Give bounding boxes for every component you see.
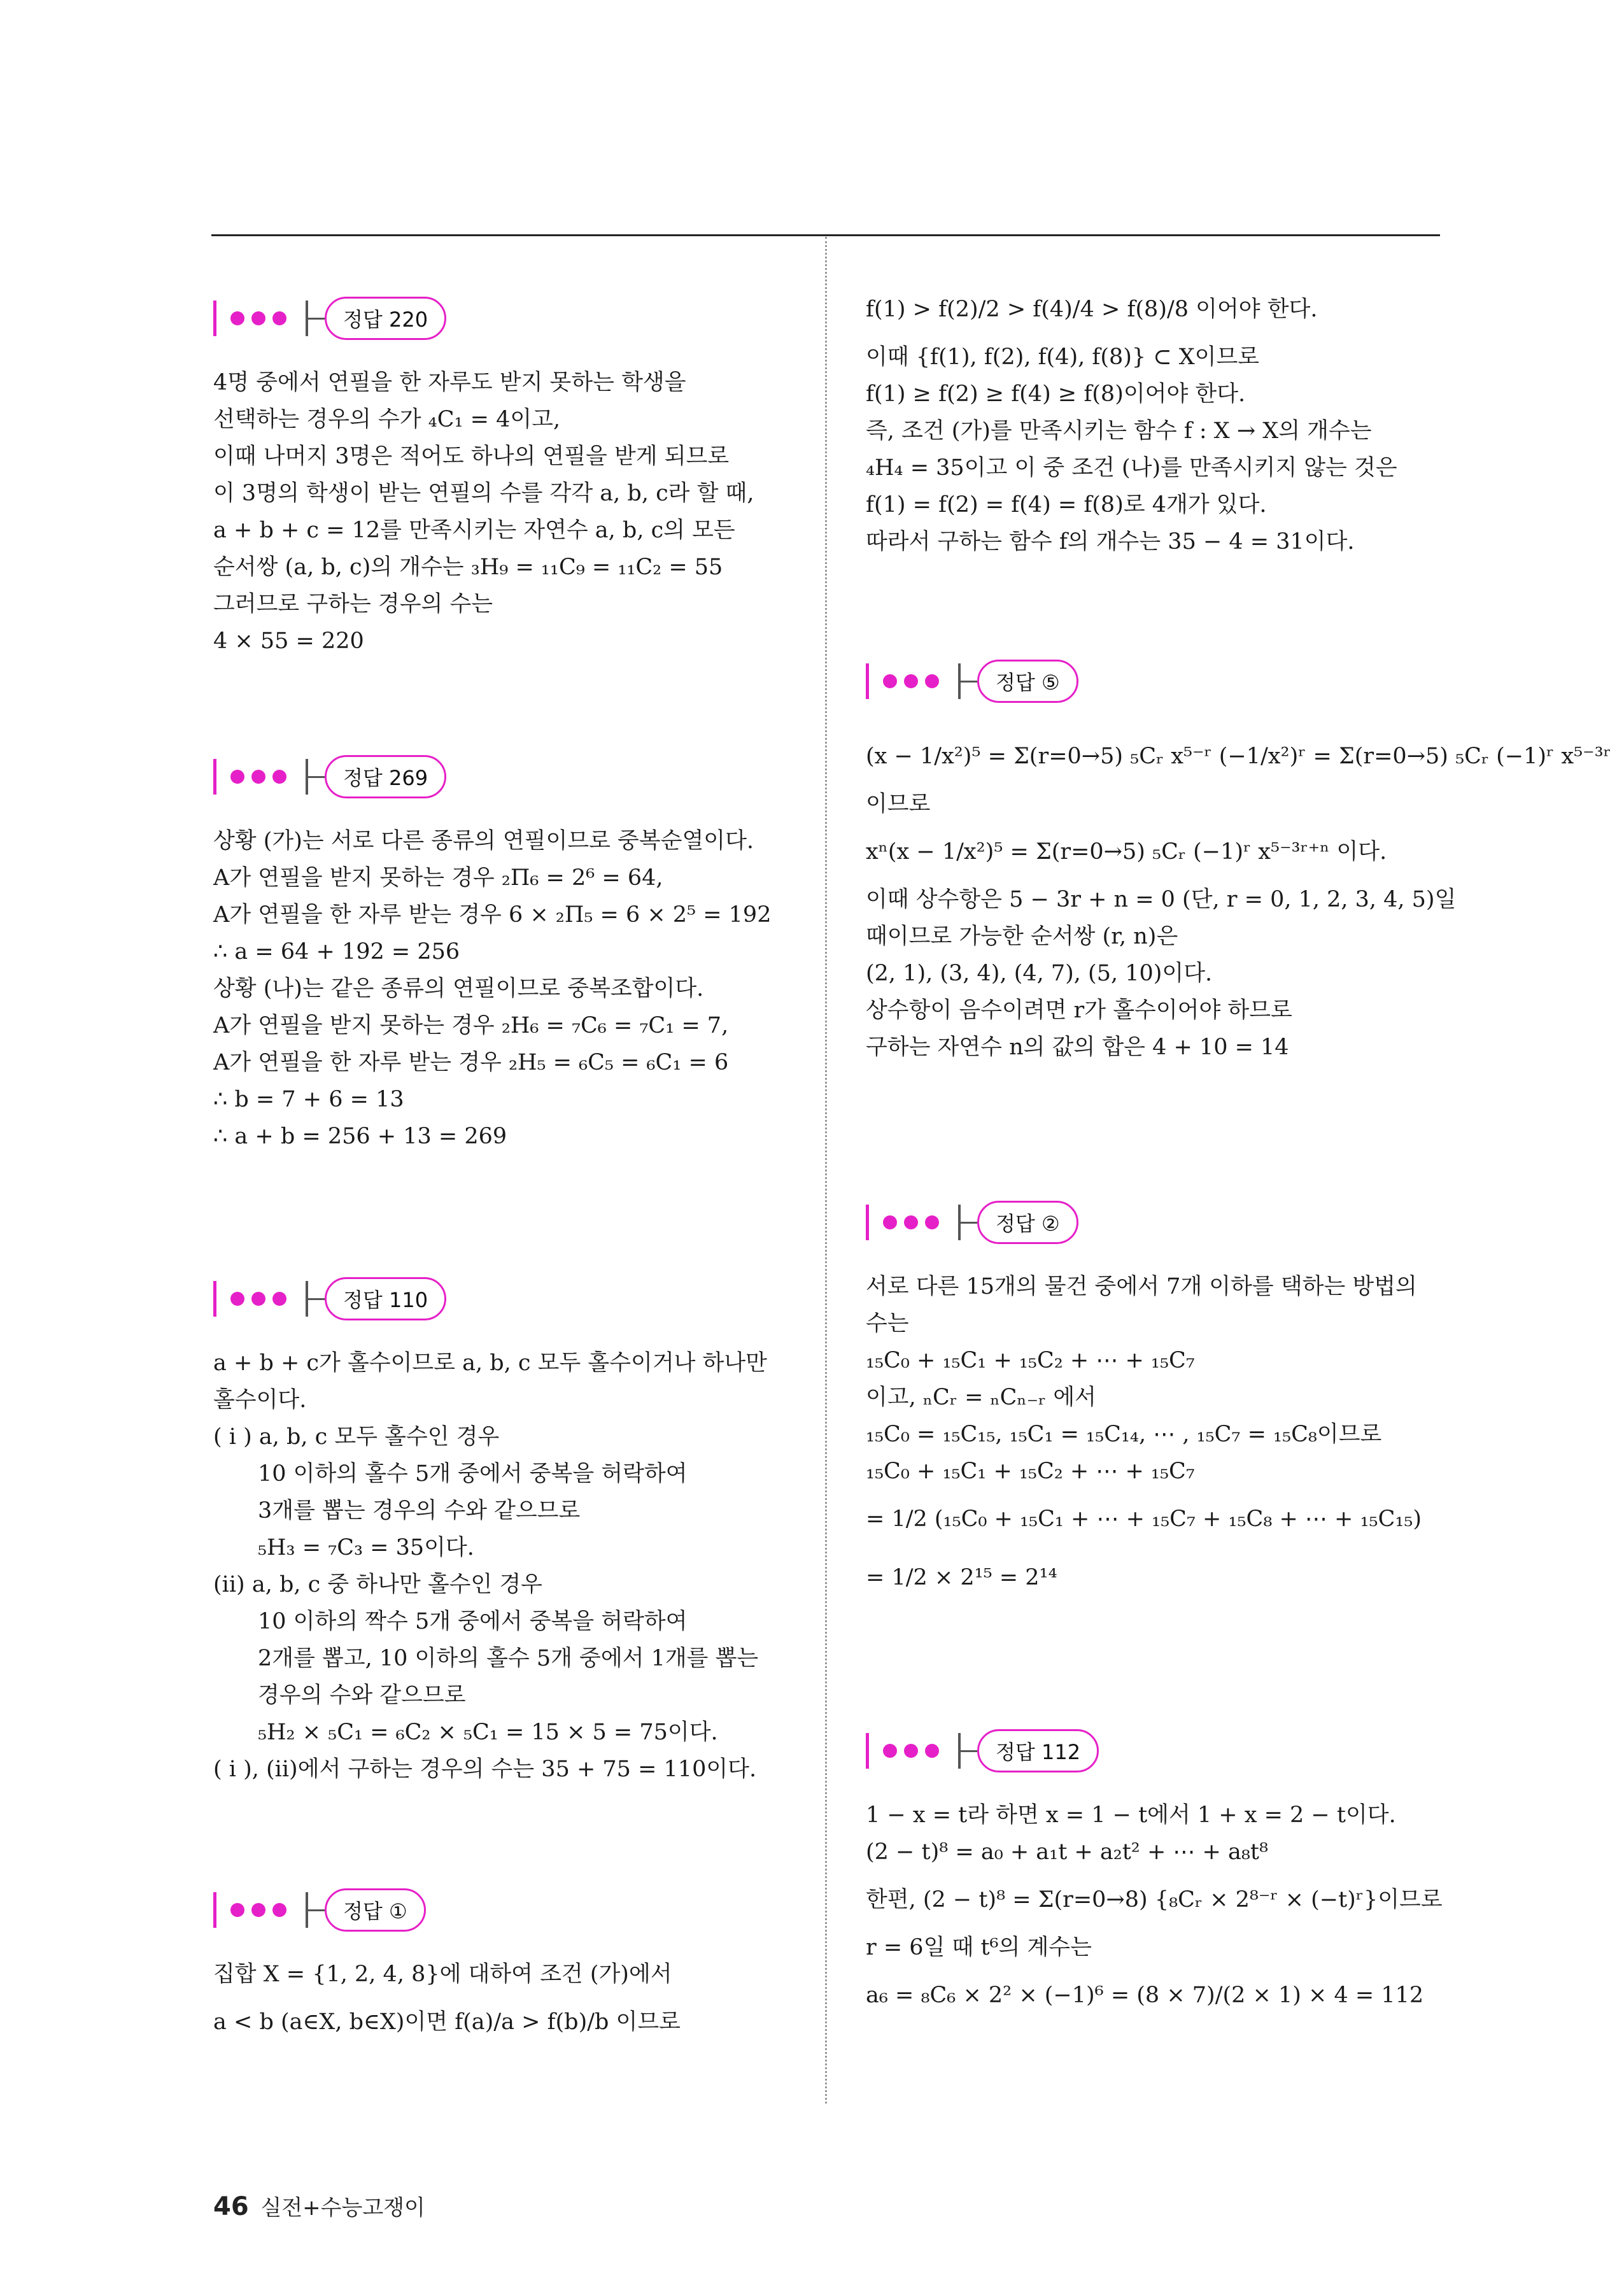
answer-badge: 정답 112 (977, 1729, 1099, 1772)
solution-line: 순서쌍 (a, b, c)의 개수는 ₃H₉ = ₁₁C₉ = ₁₁C₂ = 55 (213, 555, 723, 580)
solution-line: ∴ a + b = 256 + 13 = 269 (213, 1124, 507, 1149)
dots-icon (883, 1744, 939, 1758)
solution-line: a₆ = ₈C₆ × 2² × (−1)⁶ = (8 × 7)/(2 × 1) × 4 = 112 (866, 1983, 1424, 2008)
solution-line: 이때 상수항은 5 − 3r + n = 0 (단, r = 0, 1, 2, 3, 4, 5)일 (866, 887, 1457, 912)
answer-header (213, 293, 780, 344)
connector-icon (958, 1733, 977, 1769)
solution-line: 한편, (2 − t)⁸ = Σ(r=0→8) {₈Cᵣ × 2⁸⁻ʳ × (−t)ʳ}이므로 (866, 1887, 1443, 1913)
solution-line: 집합 X = {1, 2, 4, 8}에 대하여 조건 (가)에서 (213, 1962, 672, 1987)
solution-line: 경우의 수와 같으므로 (258, 1683, 466, 1708)
solution-line: a + b + c가 홀수이므로 a, b, c 모두 홀수이거나 하나만 (213, 1350, 767, 1376)
solution-line: ₅H₂ × ₅C₁ = ₆C₂ × ₅C₁ = 15 × 5 = 75이다. (258, 1720, 718, 1745)
solution-line: ₅H₃ = ₇C₃ = 35이다. (258, 1535, 474, 1560)
accent-bar (213, 1281, 216, 1317)
top-rule (211, 234, 1440, 236)
answer-badge: 정답 269 (325, 755, 446, 798)
solution-line: 따라서 구하는 함수 f의 개수는 35 − 4 = 31이다. (866, 529, 1355, 555)
solution-line: = 1/2 × 2¹⁵ = 2¹⁴ (866, 1565, 1057, 1590)
solution-line: 상수항이 음수이려면 r가 홀수이어야 하므로 (866, 998, 1292, 1023)
solution-line: ∴ a = 64 + 192 = 256 (213, 939, 460, 965)
solution-line: (2, 1), (3, 4), (4, 7), (5, 10)이다. (866, 961, 1213, 986)
solution-line: 1 − x = t라 하면 x = 1 − t에서 1 + x = 2 − t이다. (866, 1802, 1396, 1828)
solution-block (866, 656, 1611, 1066)
accent-bar (866, 663, 869, 699)
connector-icon (306, 1892, 325, 1928)
connector-icon (306, 301, 325, 336)
book-title: 실전+수능고쟁이 (260, 2195, 425, 2221)
solution-line: A가 연필을 받지 못하는 경우 ₂H₆ = ₇C₆ = ₇C₁ = 7, (213, 1013, 729, 1038)
solution-continuation (866, 280, 1432, 560)
solution-line: 2개를 뽑고, 10 이하의 홀수 5개 중에서 1개를 뽑는 (258, 1646, 759, 1671)
solution-line: (x − 1/x²)⁵ = Σ(r=0→5) ₅Cᵣ x⁵⁻ʳ (−1/x²)ʳ = Σ(r=0→5) ₅Cᵣ (−1)ʳ x⁵⁻³ʳ (866, 744, 1611, 769)
solution-block (866, 1725, 1443, 2025)
solution-line: 10 이하의 짝수 5개 중에서 중복을 허락하여 (258, 1609, 688, 1634)
solution-line: 즉, 조건 (가)를 만족시키는 함수 f : X → X의 개수는 (866, 418, 1372, 444)
solution-line: f(1) > f(2)/2 > f(4)/4 > f(8)/8 이어야 한다. (866, 297, 1318, 322)
solution-line: 이므로 (866, 791, 931, 817)
solution-line: 3개를 뽑는 경우의 수와 같으므로 (258, 1498, 581, 1524)
answer-badge: 정답 ⑤ (977, 660, 1078, 703)
answer-header (866, 1197, 1432, 1248)
solution-line: f(1) = f(2) = f(4) = f(8)로 4개가 있다. (866, 492, 1267, 518)
solution-line: a < b (a∈X, b∈X)이면 f(a)/a > f(b)/b 이므로 (213, 2009, 681, 2035)
solution-block (213, 751, 780, 1155)
dots-icon (230, 1292, 286, 1306)
dots-icon (883, 1215, 939, 1229)
solution-line: a + b + c = 12를 만족시키는 자연수 a, b, c의 모든 (213, 518, 735, 543)
dots-icon (230, 311, 286, 325)
solution-block (213, 293, 780, 660)
connector-icon (958, 663, 977, 699)
answer-badge: 정답 110 (325, 1277, 446, 1320)
solution-line: = 1/2 (₁₅C₀ + ₁₅C₁ + ⋯ + ₁₅C₇ + ₁₅C₈ + ⋯ + ₁₅C₁₅) (866, 1506, 1422, 1532)
solution-line: ₁₅C₀ = ₁₅C₁₅, ₁₅C₁ = ₁₅C₁₄, ⋯ , ₁₅C₇ = ₁₅C₈이므로 (866, 1422, 1382, 1447)
solution-line: (ii) a, b, c 중 하나만 홀수인 경우 (213, 1572, 542, 1597)
answer-badge: 정답 ② (977, 1201, 1078, 1244)
solution-line: f(1) ≥ f(2) ≥ f(4) ≥ f(8)이어야 한다. (866, 381, 1246, 407)
answer-header (866, 1725, 1432, 1776)
solution-line: 이때 {f(1), f(2), f(4), f(8)} ⊂ X이므로 (866, 344, 1260, 370)
connector-icon (306, 759, 325, 795)
answer-header (213, 1885, 780, 1935)
solution-line: r = 6일 때 t⁶의 계수는 (866, 1935, 1092, 1960)
solution-line: ₁₅C₀ + ₁₅C₁ + ₁₅C₂ + ⋯ + ₁₅C₇ (866, 1348, 1195, 1373)
solution-line: 이고, ₙCᵣ = ₙCₙ₋ᵣ 에서 (866, 1385, 1096, 1410)
solution-block (213, 1273, 780, 1788)
solution-line: 수는 (866, 1311, 909, 1336)
solution-line: 홀수이다. (213, 1387, 307, 1413)
solution-line: A가 연필을 한 자루 받는 경우 ₂H₅ = ₆C₅ = ₆C₁ = 6 (213, 1050, 729, 1075)
solution-line: 상황 (나)는 같은 종류의 연필이므로 중복조합이다. (213, 976, 704, 1001)
solution-line: 4 × 55 = 220 (213, 628, 364, 654)
solution-line: 선택하는 경우의 수가 ₄C₁ = 4이고, (213, 407, 561, 432)
answer-header (213, 751, 780, 802)
answer-header (213, 1273, 780, 1324)
solution-line: 때이므로 가능한 순서쌍 (r, n)은 (866, 924, 1178, 949)
answer-badge: 정답 ① (325, 1888, 426, 1932)
dots-icon (230, 770, 286, 784)
page-footer (213, 2190, 425, 2221)
accent-bar (866, 1733, 869, 1769)
solution-line: 구하는 자연수 n의 값의 합은 4 + 10 = 14 (866, 1035, 1289, 1060)
solution-line: xⁿ(x − 1/x²)⁵ = Σ(r=0→5) ₅Cᵣ (−1)ʳ x⁵⁻³ʳ⁺ⁿ 이다. (866, 839, 1387, 865)
solution-line: 이때 나머지 3명은 적어도 하나의 연필을 받게 되므로 (213, 444, 730, 469)
accent-bar (213, 1892, 216, 1928)
page-number: 46 (213, 2192, 249, 2221)
solution-block (866, 1197, 1432, 1607)
solution-line: (2 − t)⁸ = a₀ + a₁t + a₂t² + ⋯ + a₈t⁸ (866, 1839, 1268, 1865)
solution-line: A가 연필을 한 자루 받는 경우 6 × ₂Π₅ = 6 × 2⁵ = 192 (213, 902, 772, 928)
column-divider (825, 237, 827, 2104)
accent-bar (213, 301, 216, 336)
solution-line: ( i ), (ii)에서 구하는 경우의 수는 35 + 75 = 110이다. (213, 1757, 757, 1782)
solution-line: ₁₅C₀ + ₁₅C₁ + ₁₅C₂ + ⋯ + ₁₅C₇ (866, 1459, 1195, 1484)
solution-line: 서로 다른 15개의 물건 중에서 7개 이하를 택하는 방법의 (866, 1274, 1417, 1299)
answer-header (866, 656, 1432, 707)
solution-line: 4명 중에서 연필을 한 자루도 받지 못하는 학생을 (213, 370, 686, 395)
solution-line: 상황 (가)는 서로 다른 종류의 연필이므로 중복순열이다. (213, 828, 754, 854)
accent-bar (866, 1205, 869, 1240)
solution-line: 그러므로 구하는 경우의 수는 (213, 591, 493, 617)
accent-bar (213, 759, 216, 795)
connector-icon (958, 1205, 977, 1240)
connector-icon (306, 1281, 325, 1317)
solution-line: A가 연필을 받지 못하는 경우 ₂Π₆ = 2⁶ = 64, (213, 865, 663, 891)
solution-line: 이 3명의 학생이 받는 연필의 수를 각각 a, b, c라 할 때, (213, 481, 754, 506)
solution-line: 10 이하의 홀수 5개 중에서 중복을 허락하여 (258, 1461, 688, 1487)
dots-icon (230, 1903, 286, 1917)
solution-line: ₄H₄ = 35이고 이 중 조건 (나)를 만족시키지 않는 것은 (866, 455, 1397, 481)
solution-block (213, 1885, 780, 2051)
dots-icon (883, 674, 939, 688)
answer-badge: 정답 220 (325, 297, 446, 340)
solution-line: ∴ b = 7 + 6 = 13 (213, 1087, 404, 1112)
solution-line: ( i ) a, b, c 모두 홀수인 경우 (213, 1424, 500, 1450)
